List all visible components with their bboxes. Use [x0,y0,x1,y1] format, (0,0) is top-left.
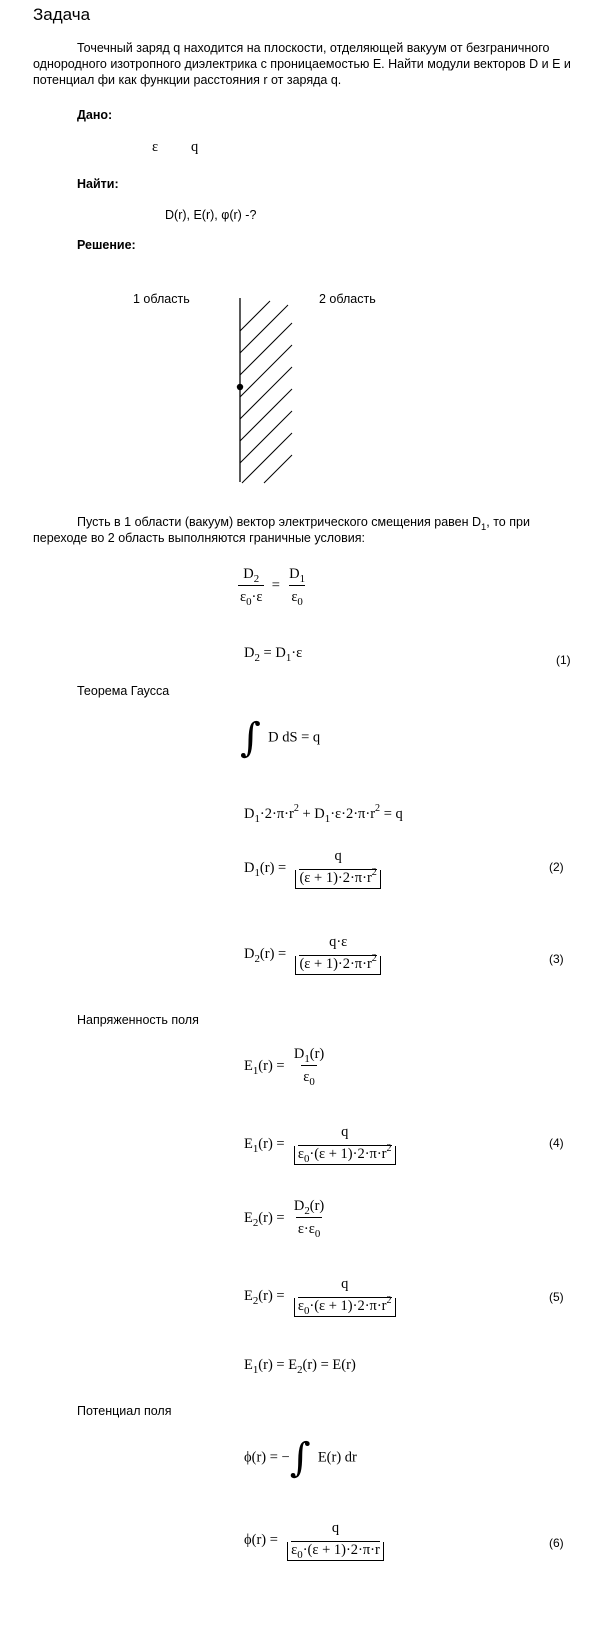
equation-potential-integral: ϕ(r) = −∫ E(r) dr [244,1435,357,1481]
find-heading: Найти: [77,177,119,191]
equation-6: ϕ(r) = q $\varepsilon_0\cdot(\varepsilon + 1)\cdot 2\cdot\pi\cdot r$ [244,1520,386,1561]
equation-number-3: (3) [549,952,564,966]
region-1-label: 1 область [133,292,190,306]
field-strength-label: Напряженность поля [77,1013,199,1027]
equation-gauss-expanded: $D_1\cdot 2\cdot\pi\cdot r^2 + D_1\cdot\varepsilon\cdot 2\cdot\pi\cdot r^2 = q$ [244,803,403,825]
boundary-paragraph: Пусть в 1 области (вакуум) вектор электрического смещения равен $D_1$, то при переходе во 2 область выполняются граничные условия: [33,515,530,545]
equation-5: $E_2(r)$ = q $\varepsilon_0\cdot(\varepsilon + 1)\cdot 2\cdot\pi\cdot r^2$ [244,1276,398,1317]
equation-1: $D_2 = D_1\cdot\varepsilon$ [244,645,303,664]
gauss-theorem-label: Теорема Гаусса [77,684,170,698]
equation-2: $D_1(r)$ = q $(\varepsilon + 1)\cdot 2\cdot\pi\cdot r^2$ [244,848,383,889]
equation-e1-ratio: $E_1(r)$ = $\frac{D_1(r)}{\varepsilon_0}$ [244,1046,325,1088]
equation-boundary-ratio: $\frac{D_2}{\varepsilon_0\cdot\varepsilon}$ = $\frac{D_1}{\varepsilon_0}$ [240,566,306,608]
page-title: Задача [33,5,91,24]
solution-heading: Решение: [77,238,136,252]
equation-number-6: (6) [549,1536,564,1550]
boundary-diagram [230,295,310,485]
equation-number-4: (4) [549,1136,564,1150]
equation-e2-ratio: $E_2(r)$ = $\frac{D_2(r)}{\varepsilon\cdot\varepsilon_0}$ [244,1198,325,1240]
find-expression: D(r), E(r), φ(r) -? [165,208,257,222]
given-charge: q [191,139,199,155]
point-charge-marker [237,384,243,390]
equation-e-equal: $E_1(r) = E_2(r) = E(r)$ [244,1357,356,1376]
given-epsilon: ε [152,139,159,155]
equation-number-5: (5) [549,1290,564,1304]
given-heading: Дано: [77,108,113,122]
equation-number-2: (2) [549,860,564,874]
potential-label: Потенциал поля [77,1404,172,1418]
problem-statement: Точечный заряд q находится на плоскости, отделяющей вакуум от безграничного однородного изотропного диэлектрика с проницаемостью E. Найти модули векторов D и E и потенциал фи как функции расстояния r от заряда q. [33,41,571,87]
equation-number-1: (1) [556,653,571,667]
equation-3: $D_2(r)$ = q·ε $(\varepsilon + 1)\cdot 2\cdot\pi\cdot r^2$ [244,934,383,975]
region-2-label: 2 область [319,292,376,306]
equation-4: $E_1(r)$ = q $\varepsilon_0\cdot(\varepsilon + 1)\cdot 2\cdot\pi\cdot r^2$ [244,1124,398,1165]
equation-gauss-integral: ∫ D dS = q [240,715,321,761]
